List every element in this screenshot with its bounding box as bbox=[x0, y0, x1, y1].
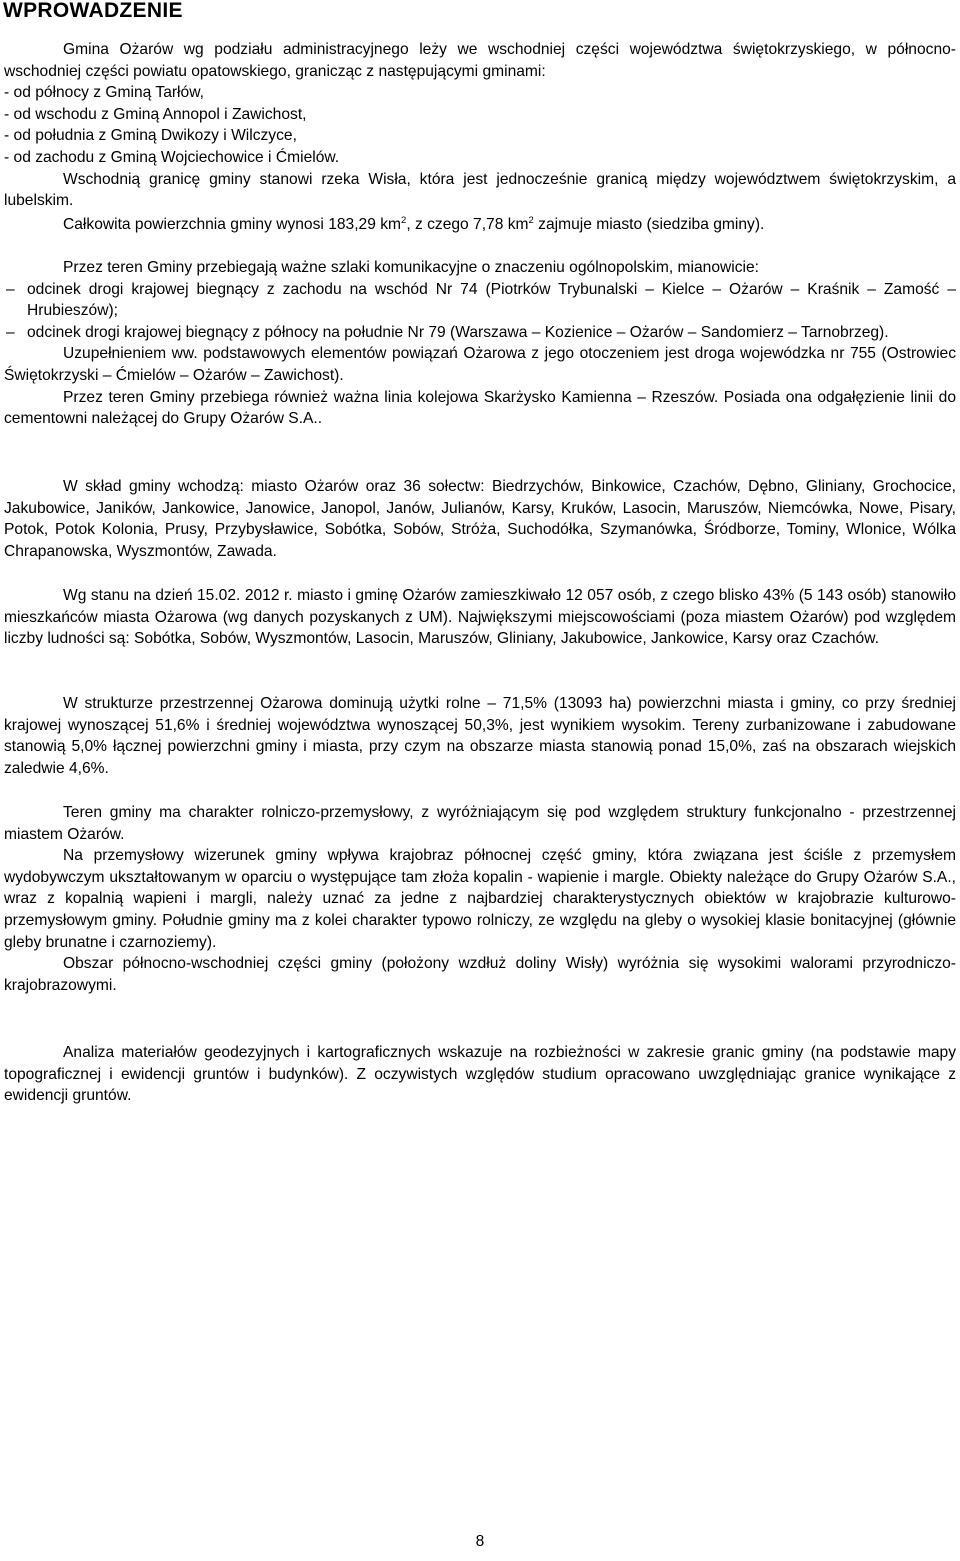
page-number: 8 bbox=[475, 1533, 485, 1550]
structure-section bbox=[4, 693, 956, 779]
transport-intro: Przez teren Gminy przebiegają ważne szlaki komunikacyjne o znaczeniu ogólnopolskim, mianowicie: bbox=[63, 259, 759, 276]
border-paragraph: Wschodnią granicę gminy stanowi rzeka Wisła, która jest jednocześnie granicą między województwem świętokrzyskim, a lubelskim. bbox=[4, 170, 956, 210]
list-item-road-79: – odcinek drogi krajowej biegnący z północy na południe Nr 79 (Warszawa – Kozienice – Ożarów – Sandomierz – Tarnobrzeg). bbox=[4, 322, 956, 344]
superscript-2: 2 bbox=[401, 214, 407, 226]
voivodeship-road-paragraph: Uzupełnieniem ww. podstawowych elementów powiązań Ożarowa z jego otoczeniem jest droga wojewódzka nr 755 (Ostrowiec Świętokrzyski – Ćmielów – Ożarów – Zawichost). bbox=[4, 345, 956, 384]
industry-paragraph: Na przemysłowy wizerunek gminy wpływa krajobraz północnej część gminy, która związana jest ściśle z przemysłem wydobywczym ukształtowanym w oparciu o występujące tam złoża kopalin - wapienie i margle. Obiekty należące do Grupy Ożarów S.A., wraz z kopalnią wapieni i margli, należy uznać za jedne z najbardziej charakterystycznych obiektów w krajobrazie kulturowo-przemysłowym gminy. Południe gminy ma z kolei charakter typowo rolniczy, ze względu na gleby o wysokiej klasie bonitacyjnej (głównie gleby brunatne i czarnoziemy). bbox=[4, 847, 956, 951]
composition-paragraph: W skład gminy wchodzą: miasto Ożarów oraz 36 sołectw: Biedrzychów, Binkowice, Czachów, Dębno, Gliniany, Grochocice, Jakubowice, Janików, Jankowice, Janowice, Janopol, Janów, Julianów, Karsy, Kruków, Lasocin, Maruszów, Niemcówka, Nowe, Pisary, Potok, Potok Kolonia, Prusy, Przybysławice, Sobótka, Sobów, Stróża, Suchodółka, Szymanówka, Śródborze, Tominy, Wlonice, Wólka Chrapanowska, Wyszmontów, Zawada. bbox=[4, 478, 956, 560]
area-paragraph: Całkowita powierzchnia gminy wynosi 183,29 $km^2$, z czego 7,78 $km^2$ zajmuje miasto (siedziba gminy). bbox=[63, 214, 765, 233]
neighbor-north: - od północy z Gminą Tarłów, bbox=[4, 84, 204, 102]
intro-section bbox=[4, 39, 956, 235]
neighbor-south: - od południa z Gminą Dwikozy i Wilczyce, bbox=[4, 127, 297, 145]
superscript-2: 2 bbox=[528, 214, 534, 226]
character-paragraph: Teren gminy ma charakter rolniczo-przemysłowy, z wyróżniającym się pod względem struktury funkcjonalno - przestrzennej miastem Ożarów. bbox=[4, 804, 956, 843]
neighbor-east: - od wschodu z Gminą Annopol i Zawichost, bbox=[4, 105, 307, 123]
intro-paragraph: Gmina Ożarów wg podziału administracyjnego leży we wschodniej części województwa świętokrzyskiego, w północno-wschodniej części powiatu opatowskiego, granicząc z następującymi gminami: bbox=[4, 41, 956, 80]
transport-section bbox=[4, 257, 956, 430]
page-title: WPROWADZENIE bbox=[3, 0, 183, 22]
neighbor-west: - od zachodu z Gminą Wojciechowice i Ćmielów. bbox=[4, 148, 340, 166]
dash-bullet: – bbox=[6, 323, 15, 341]
character-section bbox=[4, 802, 956, 996]
structure-paragraph: W strukturze przestrzennej Ożarowa dominują użytki rolne – 71,5% (13093 ha) powierzchni miasta i gminy, co przy średniej krajowej wynoszącej 51,6% i średniej województwa wynoszącej 50,3%, jest wynikiem wysokim. Tereny zurbanizowane i zabudowane stanowią 5,0% łącznej powierzchni gminy i miasta, przy czym na obszarze miasta stanowią ponad 15,0%, zaś na obszarach wiejskich zaledwie 4,6%. bbox=[4, 695, 956, 777]
dash-bullet: – bbox=[6, 280, 15, 298]
analysis-section bbox=[4, 1042, 956, 1107]
composition-section bbox=[4, 476, 956, 562]
list-item-road-74: – odcinek drogi krajowej biegnący z zachodu na wschód Nr 74 (Piotrków Trybunalski – Kielce – Ożarów – Kraśnik – Zamość – Hrubieszów); bbox=[6, 280, 956, 320]
population-paragraph: Wg stanu na dzień 15.02. 2012 r. miasto i gminę Ożarów zamieszkiwało 12 057 osób, z czego blisko 43% (5 143 osób) stanowiło mieszkańców miasta Ożarowa (wg danych pozyskanych z UM). Największymi miejscowościami (poza miastem Ożarów) pod względem liczby ludności są: Sobótka, Sobów, Wyszmontów, Lasocin, Maruszów, Gliniany, Jakubowice, Jankowice, Karsy oraz Czachów. bbox=[4, 587, 956, 648]
nature-paragraph: Obszar północno-wschodniej części gminy (położony wzdłuż doliny Wisły) wyróżnia się wysokimi walorami przyrodniczo-krajobrazowymi. bbox=[4, 955, 956, 994]
analysis-paragraph: Analiza materiałów geodezyjnych i kartograficznych wskazuje na rozbieżności w zakresie granic gminy (na podstawie mapy topograficznej i ewidencji gruntów i budynków). Z oczywistych względów studium opracowano uwzględniając granice wynikające z ewidencji gruntów. bbox=[4, 1044, 956, 1105]
railway-paragraph: Przez teren Gminy przebiega również ważna linia kolejowa Skarżysko Kamienna – Rzeszów. Posiada ona odgałęzienie linii do cementowni należącej do Grupy Ożarów S.A.. bbox=[4, 388, 956, 428]
population-section bbox=[4, 585, 956, 650]
